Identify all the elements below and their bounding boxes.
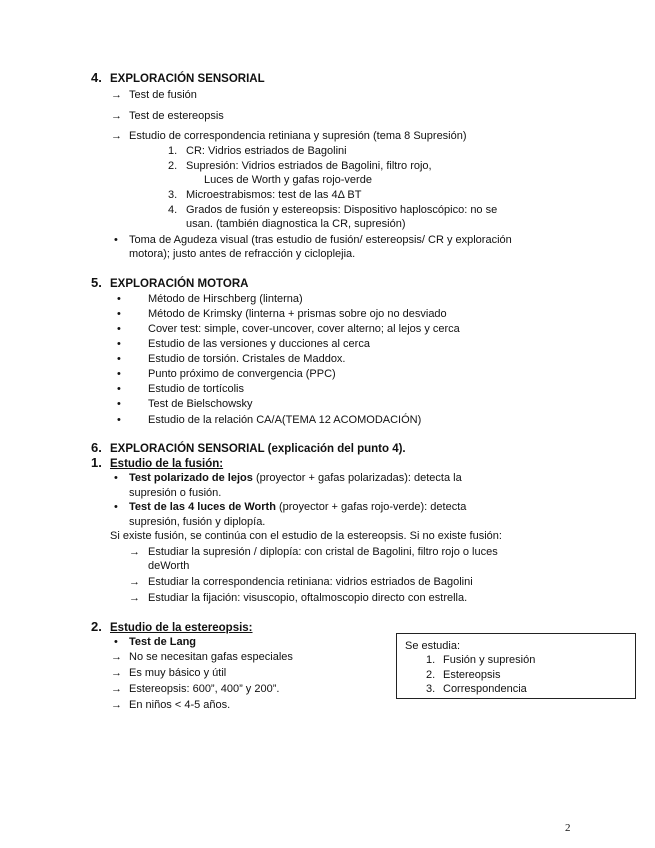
sub-item: CR: Vidrios estriados de Bagolini — [186, 145, 347, 157]
bullet-text: Toma de Agudeza visual (tras estudio de fusión/ estereopsis/ CR y exploración — [129, 234, 512, 246]
bullet-icon: • — [114, 501, 118, 513]
bullet-icon: • — [117, 368, 121, 380]
list-item: En niños < 4-5 años. — [129, 699, 231, 711]
summary-item-number: 1. — [426, 654, 436, 666]
arrow-icon: → — [111, 667, 122, 679]
bullet-icon: • — [117, 308, 121, 320]
test-polarizado-desc: (proyector + gafas polarizadas): detecta la — [252, 472, 462, 484]
bullet-icon: • — [117, 383, 121, 395]
summary-item: Fusión y supresión — [443, 654, 536, 666]
list-item: Estudio de tortícolis — [148, 383, 244, 395]
list-item: Estudio de la relación CA/A(TEMA 12 ACOMODACIÓN) — [148, 414, 422, 426]
list-item: Estudio de las versiones y ducciones al cerca — [148, 338, 370, 350]
arrow-icon: → — [129, 592, 140, 604]
bullet-text-continuation: motora); justo antes de refracción y cicloplejia. — [129, 248, 356, 260]
test-polarizado-name: Test polarizado de lejos — [129, 472, 253, 484]
list-item: Método de Krimsky (linterna + prismas sobre ojo no desviado — [148, 308, 447, 320]
subsection-2-title: Estudio de la estereopsis: — [110, 622, 253, 634]
summary-item-number: 3. — [426, 683, 436, 695]
summary-box-title: Se estudia: — [405, 640, 461, 652]
arrow-icon: → — [111, 651, 122, 663]
subsection-2-number: 2. — [91, 619, 102, 634]
test-worth-continuation: supresión, fusión y diplopía. — [129, 516, 266, 528]
bullet-icon: • — [117, 414, 121, 426]
sub-item-number: 3. — [168, 189, 178, 201]
section-4-number: 4. — [91, 70, 102, 85]
summary-item-number: 2. — [426, 669, 436, 681]
bullet-icon: • — [114, 234, 118, 246]
list-item: Punto próximo de convergencia (PPC) — [148, 368, 336, 380]
section-6-title: EXPLORACIÓN SENSORIAL (explicación del punto 4). — [110, 443, 406, 455]
sub-item-continuation: usan. (también diagnostica la CR, supresión) — [186, 218, 406, 230]
fusion-paragraph: Si existe fusión, se continúa con el estudio de la estereopsis. Si no existe fusión: — [110, 530, 502, 542]
list-item: No se necesitan gafas especiales — [129, 651, 293, 663]
bullet-icon: • — [117, 338, 121, 350]
sub-item: Supresión: Vidrios estriados de Bagolini, filtro rojo, — [186, 160, 432, 172]
summary-item: Correspondencia — [443, 683, 527, 695]
list-item: Estudio de torsión. Cristales de Maddox. — [148, 353, 346, 365]
bullet-icon: • — [117, 398, 121, 410]
list-item: Estudiar la fijación: visuscopio, oftalmoscopio directo con estrella. — [148, 592, 468, 604]
list-item: Test de fusión — [129, 89, 197, 101]
sub-item: Microestrabismos: test de las 4Δ BT — [186, 189, 362, 201]
sub-item-number: 1. — [168, 145, 178, 157]
list-item-continuation: deWorth — [148, 560, 190, 572]
test-lang-title: Test de Lang — [129, 636, 197, 648]
list-item: Test de Bielschowsky — [148, 398, 253, 410]
sub-item-continuation: Luces de Worth y gafas rojo-verde — [204, 174, 372, 186]
arrow-icon: → — [111, 683, 122, 695]
test-polarizado-continuation: supresión o fusión. — [129, 487, 222, 499]
bullet-icon: • — [114, 636, 118, 648]
arrow-icon: → — [111, 89, 122, 101]
arrow-icon: → — [111, 110, 122, 122]
section-5-title: EXPLORACIÓN MOTORA — [110, 278, 249, 290]
section-6-number: 6. — [91, 440, 102, 455]
list-item: Estudiar la correspondencia retiniana: vidrios estriados de Bagolini — [148, 576, 473, 588]
test-worth-name: Test de las 4 luces de Worth — [129, 501, 276, 513]
section-5-number: 5. — [91, 275, 102, 290]
list-item: Test de estereopsis — [129, 110, 224, 122]
list-item: Estudio de correspondencia retiniana y supresión (tema 8 Supresión) — [129, 130, 467, 142]
list-item: Estudiar la supresión / diplopía: con cristal de Bagolini, filtro rojo o luces — [148, 546, 498, 558]
sub-item-number: 4. — [168, 204, 178, 216]
bullet-icon: • — [117, 293, 121, 305]
summary-item: Estereopsis — [443, 669, 501, 681]
test-worth-desc: (proyector + gafas rojo-verde): detecta — [275, 501, 467, 513]
section-4-title: EXPLORACIÓN SENSORIAL — [110, 73, 265, 85]
test-polarizado-line — [129, 471, 462, 485]
arrow-icon: → — [129, 546, 140, 558]
page-number: 2 — [565, 822, 571, 834]
list-item: Estereopsis: 600”, 400” y 200”. — [129, 683, 280, 695]
subsection-1-number: 1. — [91, 455, 102, 470]
arrow-icon: → — [111, 130, 122, 142]
list-item: Cover test: simple, cover-uncover, cover alterno; al lejos y cerca — [148, 323, 460, 335]
sub-item: Grados de fusión y estereopsis: Dispositivo haploscópico: no se — [186, 204, 498, 216]
arrow-icon: → — [129, 576, 140, 588]
test-worth-line — [129, 500, 466, 514]
bullet-icon: • — [117, 323, 121, 335]
list-item: Es muy básico y útil — [129, 667, 227, 679]
subsection-1-title: Estudio de la fusión: — [110, 458, 224, 470]
bullet-icon: • — [114, 472, 118, 484]
arrow-icon: → — [111, 699, 122, 711]
sub-item-number: 2. — [168, 160, 178, 172]
list-item: Método de Hirschberg (linterna) — [148, 293, 303, 305]
bullet-icon: • — [117, 353, 121, 365]
